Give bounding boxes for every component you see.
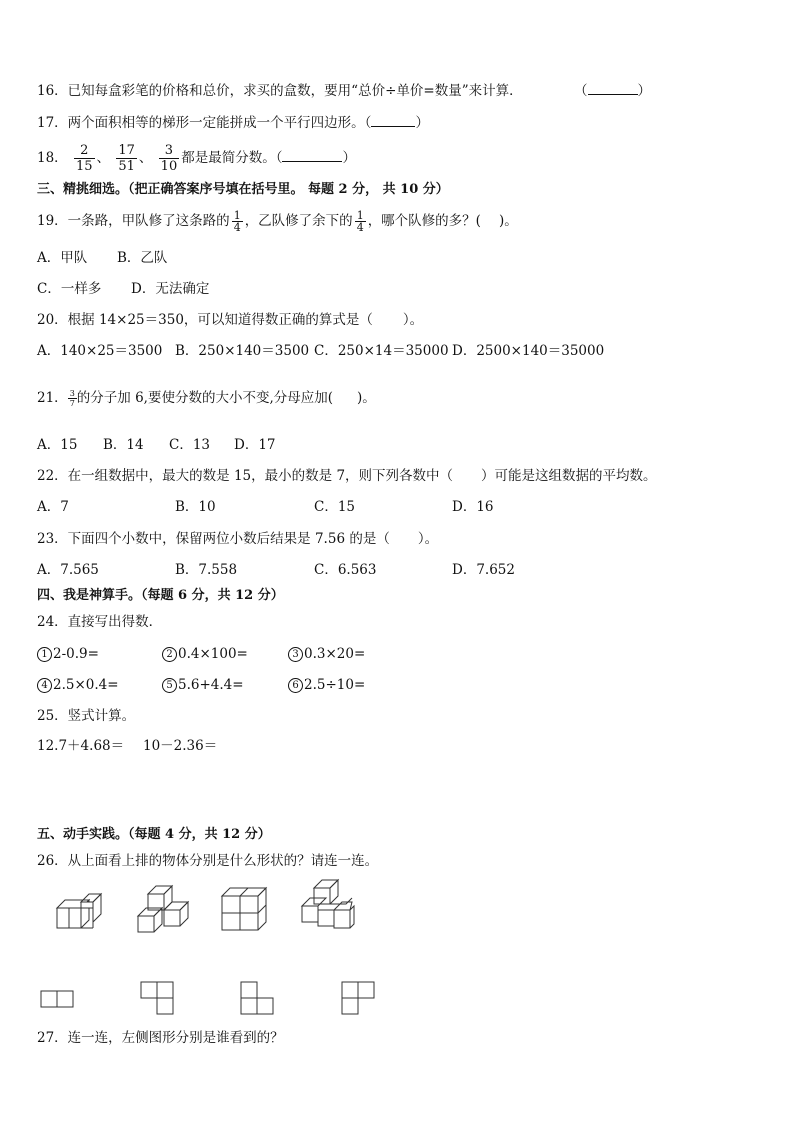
q22-option-d[interactable]: D．16 [452,499,494,515]
q22-option-c[interactable]: C．15 [314,499,356,515]
top-view-shape-2[interactable] [140,981,176,1017]
question-25-title: 25．竖式计算。 [37,708,136,724]
q19-option-b[interactable]: B．乙队 [117,250,168,266]
question-20: 20．根据 14×25＝350，可以知道得数正确的算式是（ ）。 [37,312,424,328]
fraction-1-4: $\frac{1}{4}$ [356,209,364,234]
question-21: 21． $\frac{3}{7}$ 的分子加 6,要使分数的大小不变,分母应加( )。 [37,389,376,408]
q25-expr-1[interactable]: 12.7＋4.68＝ [37,738,125,754]
q23-option-c[interactable]: C．6.563 [314,562,377,578]
q19-option-c[interactable]: C．一样多 [37,281,102,297]
fraction-3-7: $\frac{3}{7}$ [69,389,75,408]
question-17: 17．两个面积相等的梯形一定能拼成一个平行四边形。（ ） [37,115,429,131]
q23-option-d[interactable]: D．7.652 [452,562,515,578]
fraction-3-10: $\frac{3}{10}$ [160,143,178,174]
q21-option-b[interactable]: B．14 [103,437,144,453]
cube-figure-2[interactable] [136,882,192,934]
q24-item-2[interactable]: 2 0.4×100= [162,645,248,663]
question-16 [37,82,523,100]
q20-option-d[interactable]: D．2500×140＝35000 [452,343,605,359]
q20-option-a[interactable]: A．140×25＝3500 [37,343,163,359]
question-24-title: 24．直接写出得数． [37,614,163,630]
q21-option-d[interactable]: D．17 [234,437,276,453]
question-18: 18． $\frac{2}{15}$ 、 $\frac{17}{51}$ 、 $\frac{3}{10}$ 都是最简分数。（ ） [37,143,356,174]
fraction-1-4: $\frac{1}{4}$ [233,209,241,234]
q25-expr-2[interactable]: 10－2.36＝ [143,738,218,754]
q24-item-1[interactable]: 1 2-0.9= [37,645,99,663]
fraction-17-51: $\frac{17}{51}$ [118,143,135,174]
q22-option-a[interactable]: A．7 [37,499,69,515]
cube-figure-1[interactable] [55,890,105,932]
q24-item-5[interactable]: 5 5.6+4.4= [162,676,244,694]
section-5-heading: 五、动手实践。（每题 4 分，共 12 分） [37,827,271,842]
section-4-heading: 四、我是神算手。（每题 6 分，共 12 分） [37,588,284,603]
q23-option-b[interactable]: B．7.558 [175,562,238,578]
section-3-heading: 三、精挑细选。（把正确答案序号填在括号里。 每题 2 分， 共 10 分） [37,182,449,197]
cube-figure-4[interactable] [300,878,356,934]
q17-answer-blank[interactable] [371,114,415,127]
question-27-title: 27．连一连，左侧图形分别是谁看到的？ [37,1030,284,1046]
q24-item-4[interactable]: 4 2.5×0.4= [37,676,119,694]
q18-answer-blank[interactable] [282,149,342,162]
q19-option-d[interactable]: D．无法确定 [131,281,210,297]
q22-option-b[interactable]: B．10 [175,499,216,515]
q20-option-b[interactable]: B．250×140＝3500 [175,343,310,359]
q21-option-a[interactable]: A．15 [37,437,78,453]
q24-item-3[interactable]: 3 0.3×20= [288,645,365,663]
question-22: 22．在一组数据中，最大的数是 15，最小的数是 7，则下列各数中（ ）可能是这组数据的平均数。 [37,468,657,484]
q20-option-c[interactable]: C．250×14＝35000 [314,343,449,359]
fraction-2-15: $\frac{2}{15}$ [75,143,93,174]
q16-answer-blank[interactable]: （ ） [574,83,651,99]
q21-option-c[interactable]: C．13 [169,437,211,453]
q19-option-a[interactable]: A．甲队 [37,250,88,266]
question-23: 23．下面四个小数中，保留两位小数后结果是 7.56 的是（ ）。 [37,531,439,547]
cube-figure-3[interactable] [220,884,270,932]
top-view-shape-4[interactable] [341,981,377,1017]
top-view-shape-1[interactable] [40,990,76,1010]
q16-text: 16．已知每盒彩笔的价格和总价，求买的盒数，要用“总价÷单价=数量”来计算． [37,83,523,99]
q24-item-6[interactable]: 6 2.5÷10= [288,676,365,694]
question-19: 19．一条路，甲队修了这条路的 $\frac{1}{4}$ ，乙队修了余下的 $\frac{1}{4}$ ，哪个队修的多？( )。 [37,209,518,234]
question-26-title: 26．从上面看上排的物体分别是什么形状的？请连一连。 [37,853,379,869]
q23-option-a[interactable]: A．7.565 [37,562,99,578]
top-view-shape-3[interactable] [240,981,276,1017]
